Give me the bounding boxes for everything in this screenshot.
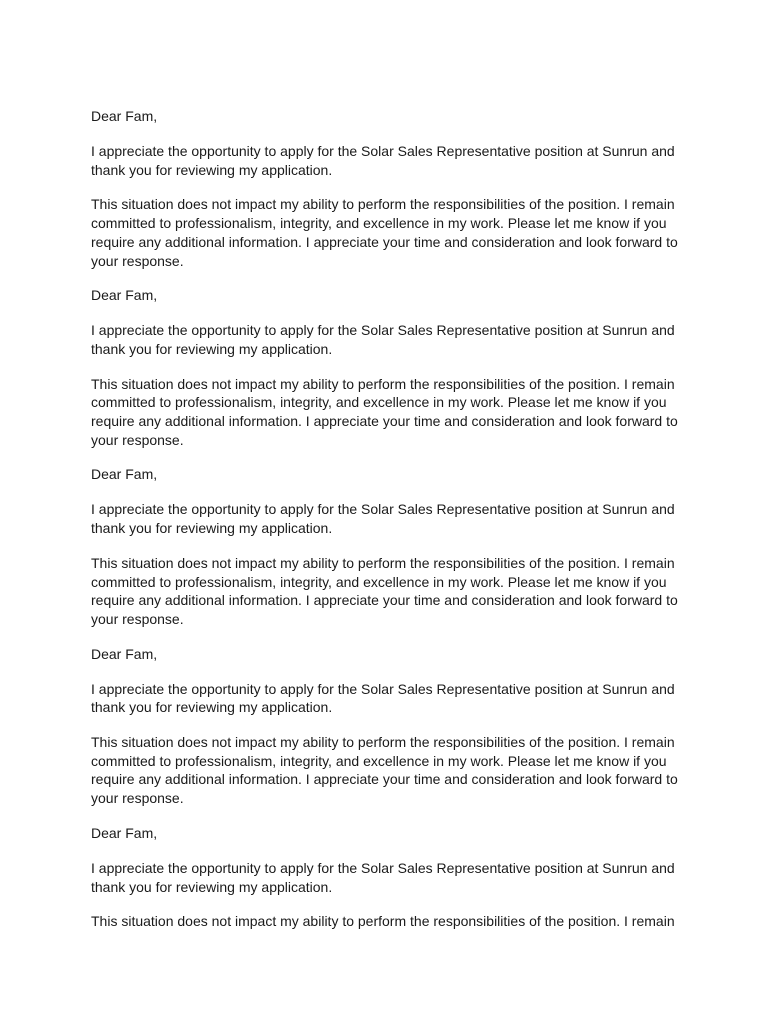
letter-block — [91, 465, 681, 628]
intro-paragraph: I appreciate the opportunity to apply for the Solar Sales Representative position at Sunrun and thank you for reviewing my application. — [91, 859, 675, 895]
intro-paragraph: I appreciate the opportunity to apply for the Solar Sales Representative position at Sunrun and thank you for reviewing my application. — [91, 322, 675, 357]
intro-paragraph: I appreciate the opportunity to apply for the Solar Sales Representative position at Sunrun and thank you for reviewing my application. — [91, 501, 675, 537]
body-paragraph: This situation does not impact my ability to perform the responsibilities of the position. I remain committed to professionalism, integrity, and excellence in my work. Please let me know if you require any additional information. I appreciate your time and consideration and look forward to your response. — [91, 375, 678, 448]
body-paragraph: This situation does not impact my ability to perform the responsibilities of the position. I remain committed to professionalism, integrity, and excellence in my work. Please let me know if you require any additional information. I appreciate your time and consideration and look forward to your response. — [91, 196, 678, 269]
body-paragraph: This situation does not impact my ability to perform the responsibilities of the position. I remain committed to professionalism, integrity, and excellence in my work. Please let me know if you require any additional information. I appreciate your time and consideration and look forward to your response. — [91, 554, 678, 627]
body-paragraph: This situation does not impact my ability to perform the responsibilities of the position. I remain committed to professionalism, integrity, and excellence in my work. Please let me know if you require any additional information. I appreciate your time and consideration and look forward to your response. — [91, 734, 678, 807]
intro-paragraph: I appreciate the opportunity to apply for the Solar Sales Representative position at Sunrun and thank you for reviewing my application. — [91, 680, 675, 716]
document-page — [91, 107, 681, 1024]
intro-paragraph: I appreciate the opportunity to apply for the Solar Sales Representative position at Sunrun and thank you for reviewing my application. — [91, 143, 675, 178]
letter-block — [91, 824, 681, 931]
salutation: Dear Fam, — [91, 287, 158, 304]
body-paragraph: This situation does not impact my ability to perform the responsibilities of the position. I remain — [91, 913, 675, 930]
letter-block — [91, 645, 681, 808]
letter-block — [91, 286, 681, 449]
letter-block — [91, 107, 681, 270]
salutation: Dear Fam, — [91, 645, 158, 662]
salutation: Dear Fam, — [91, 824, 158, 841]
salutation: Dear Fam, — [91, 466, 158, 483]
salutation: Dear Fam, — [91, 108, 158, 124]
